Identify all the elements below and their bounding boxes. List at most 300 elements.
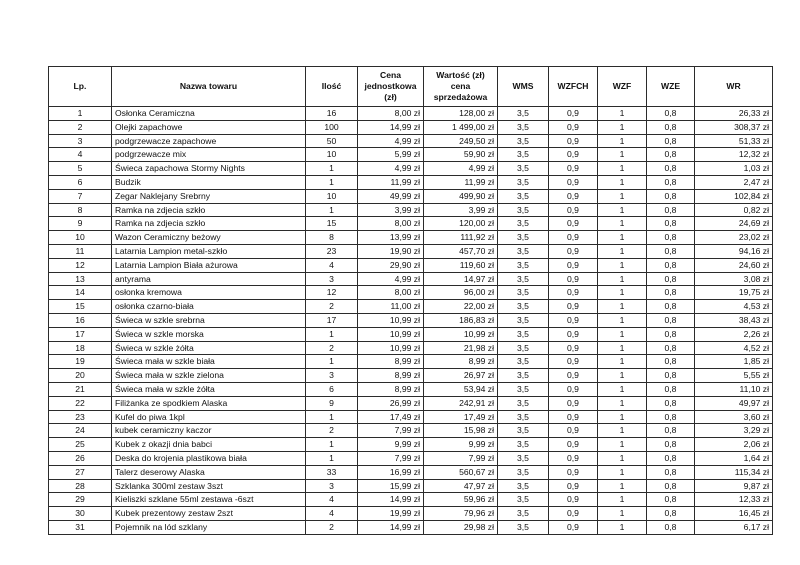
- cell-wms: 3,5: [498, 355, 549, 369]
- cell-unit-price: 4,99 zł: [358, 272, 424, 286]
- cell-wze: 0,8: [647, 382, 695, 396]
- cell-wze: 0,8: [647, 396, 695, 410]
- cell-wms: 3,5: [498, 507, 549, 521]
- cell-unit-price: 14,99 zł: [358, 493, 424, 507]
- cell-wms: 3,5: [498, 493, 549, 507]
- cell-wzf: 1: [598, 451, 647, 465]
- cell-wzfch: 0,9: [549, 175, 598, 189]
- cell-lp: 6: [49, 175, 112, 189]
- cell-wzf: 1: [598, 107, 647, 121]
- table-row: [49, 300, 773, 314]
- cell-unit-price: 16,99 zł: [358, 465, 424, 479]
- cell-wze: 0,8: [647, 300, 695, 314]
- cell-sale-value: 47,97 zł: [424, 479, 498, 493]
- cell-wr: 2,26 zł: [695, 327, 773, 341]
- table-row: [49, 341, 773, 355]
- cell-sale-value: 111,92 zł: [424, 231, 498, 245]
- table-row: [49, 382, 773, 396]
- cell-product-name: Wazon Ceramiczny beżowy: [112, 231, 306, 245]
- cell-wzf: 1: [598, 479, 647, 493]
- cell-wze: 0,8: [647, 272, 695, 286]
- cell-wr: 49,97 zł: [695, 396, 773, 410]
- cell-wr: 308,37 zł: [695, 120, 773, 134]
- table-row: [49, 148, 773, 162]
- cell-wzfch: 0,9: [549, 479, 598, 493]
- table-row: [49, 107, 773, 121]
- cell-lp: 5: [49, 162, 112, 176]
- cell-wms: 3,5: [498, 438, 549, 452]
- cell-lp: 19: [49, 355, 112, 369]
- cell-wzf: 1: [598, 231, 647, 245]
- cell-lp: 29: [49, 493, 112, 507]
- cell-lp: 24: [49, 424, 112, 438]
- cell-wr: 4,52 zł: [695, 341, 773, 355]
- cell-wms: 3,5: [498, 286, 549, 300]
- cell-sale-value: 59,90 zł: [424, 148, 498, 162]
- cell-wzfch: 0,9: [549, 382, 598, 396]
- table-row: [49, 258, 773, 272]
- cell-product-name: Ramka na zdjecia szkło: [112, 217, 306, 231]
- cell-wzf: 1: [598, 189, 647, 203]
- cell-lp: 8: [49, 203, 112, 217]
- cell-wzfch: 0,9: [549, 341, 598, 355]
- cell-unit-price: 8,00 zł: [358, 286, 424, 300]
- cell-wzfch: 0,9: [549, 493, 598, 507]
- cell-sale-value: 249,50 zł: [424, 134, 498, 148]
- cell-product-name: Olejki zapachowe: [112, 120, 306, 134]
- cell-wze: 0,8: [647, 134, 695, 148]
- table-body: [49, 107, 773, 535]
- cell-wzf: 1: [598, 438, 647, 452]
- cell-sale-value: 11,99 zł: [424, 175, 498, 189]
- table-row: [49, 175, 773, 189]
- cell-unit-price: 3,99 zł: [358, 203, 424, 217]
- cell-wr: 5,55 zł: [695, 369, 773, 383]
- cell-wze: 0,8: [647, 175, 695, 189]
- cell-wzfch: 0,9: [549, 189, 598, 203]
- cell-lp: 16: [49, 313, 112, 327]
- cell-quantity: 1: [306, 451, 358, 465]
- cell-wzfch: 0,9: [549, 300, 598, 314]
- cell-product-name: Pojemnik na lód szklany: [112, 520, 306, 534]
- cell-sale-value: 120,00 zł: [424, 217, 498, 231]
- cell-wzfch: 0,9: [549, 107, 598, 121]
- cell-lp: 27: [49, 465, 112, 479]
- cell-wze: 0,8: [647, 162, 695, 176]
- cell-sale-value: 53,94 zł: [424, 382, 498, 396]
- cell-lp: 1: [49, 107, 112, 121]
- cell-unit-price: 8,99 zł: [358, 382, 424, 396]
- table-row: [49, 465, 773, 479]
- cell-wr: 24,69 zł: [695, 217, 773, 231]
- cell-lp: 17: [49, 327, 112, 341]
- cell-quantity: 10: [306, 189, 358, 203]
- cell-wzfch: 0,9: [549, 162, 598, 176]
- header-sale-value: Wartość (zł) cena sprzedażowa: [424, 67, 498, 107]
- cell-wze: 0,8: [647, 479, 695, 493]
- cell-lp: 21: [49, 382, 112, 396]
- cell-product-name: osłonka czarno-biała: [112, 300, 306, 314]
- cell-wr: 12,33 zł: [695, 493, 773, 507]
- cell-sale-value: 17,49 zł: [424, 410, 498, 424]
- cell-sale-value: 457,70 zł: [424, 244, 498, 258]
- cell-wze: 0,8: [647, 355, 695, 369]
- header-wr: WR: [695, 67, 773, 107]
- cell-wze: 0,8: [647, 258, 695, 272]
- cell-product-name: Świeca mała w szkle biała: [112, 355, 306, 369]
- cell-sale-value: 14,97 zł: [424, 272, 498, 286]
- cell-product-name: Deska do krojenia plastikowa biała: [112, 451, 306, 465]
- cell-wms: 3,5: [498, 148, 549, 162]
- cell-wzf: 1: [598, 396, 647, 410]
- cell-product-name: osłonka kremowa: [112, 286, 306, 300]
- table-row: [49, 410, 773, 424]
- cell-lp: 10: [49, 231, 112, 245]
- cell-product-name: Budzik: [112, 175, 306, 189]
- cell-wzfch: 0,9: [549, 244, 598, 258]
- cell-lp: 11: [49, 244, 112, 258]
- cell-quantity: 3: [306, 479, 358, 493]
- cell-sale-value: 186,83 zł: [424, 313, 498, 327]
- cell-wzf: 1: [598, 120, 647, 134]
- cell-wr: 12,32 zł: [695, 148, 773, 162]
- cell-lp: 15: [49, 300, 112, 314]
- cell-wr: 51,33 zł: [695, 134, 773, 148]
- cell-wzf: 1: [598, 465, 647, 479]
- cell-product-name: Świeca zapachowa Stormy Nights: [112, 162, 306, 176]
- cell-wzf: 1: [598, 286, 647, 300]
- table-row: [49, 134, 773, 148]
- cell-unit-price: 26,99 zł: [358, 396, 424, 410]
- cell-product-name: Świeca w szkle srebrna: [112, 313, 306, 327]
- table-row: [49, 313, 773, 327]
- cell-product-name: Kubek prezentowy zestaw 2szt: [112, 507, 306, 521]
- cell-sale-value: 242,91 zł: [424, 396, 498, 410]
- cell-wms: 3,5: [498, 120, 549, 134]
- table-row: [49, 217, 773, 231]
- cell-lp: 2: [49, 120, 112, 134]
- cell-wms: 3,5: [498, 410, 549, 424]
- cell-wzf: 1: [598, 382, 647, 396]
- cell-quantity: 16: [306, 107, 358, 121]
- cell-wms: 3,5: [498, 479, 549, 493]
- cell-unit-price: 29,90 zł: [358, 258, 424, 272]
- cell-product-name: Kieliszki szklane 55ml zestawa -6szt: [112, 493, 306, 507]
- cell-quantity: 2: [306, 300, 358, 314]
- cell-quantity: 1: [306, 203, 358, 217]
- cell-wzfch: 0,9: [549, 231, 598, 245]
- cell-wze: 0,8: [647, 451, 695, 465]
- cell-wze: 0,8: [647, 203, 695, 217]
- table-row: [49, 369, 773, 383]
- cell-wzfch: 0,9: [549, 134, 598, 148]
- cell-wms: 3,5: [498, 369, 549, 383]
- cell-sale-value: 499,90 zł: [424, 189, 498, 203]
- cell-unit-price: 17,49 zł: [358, 410, 424, 424]
- cell-product-name: Talerz deserowy Alaska: [112, 465, 306, 479]
- cell-sale-value: 59,96 zł: [424, 493, 498, 507]
- cell-wze: 0,8: [647, 120, 695, 134]
- cell-sale-value: 96,00 zł: [424, 286, 498, 300]
- cell-wzfch: 0,9: [549, 272, 598, 286]
- cell-unit-price: 13,99 zł: [358, 231, 424, 245]
- cell-wr: 2,47 zł: [695, 175, 773, 189]
- cell-sale-value: 8,99 zł: [424, 355, 498, 369]
- cell-quantity: 1: [306, 327, 358, 341]
- cell-wr: 6,17 zł: [695, 520, 773, 534]
- cell-wzfch: 0,9: [549, 438, 598, 452]
- cell-lp: 22: [49, 396, 112, 410]
- cell-wzf: 1: [598, 244, 647, 258]
- cell-wze: 0,8: [647, 327, 695, 341]
- cell-wzfch: 0,9: [549, 410, 598, 424]
- cell-lp: 20: [49, 369, 112, 383]
- cell-wzf: 1: [598, 148, 647, 162]
- cell-quantity: 2: [306, 424, 358, 438]
- cell-product-name: Świeca mała w szkle żółta: [112, 382, 306, 396]
- cell-wr: 11,10 zł: [695, 382, 773, 396]
- cell-wms: 3,5: [498, 217, 549, 231]
- cell-quantity: 10: [306, 148, 358, 162]
- cell-wzf: 1: [598, 507, 647, 521]
- cell-wzf: 1: [598, 341, 647, 355]
- cell-sale-value: 22,00 zł: [424, 300, 498, 314]
- cell-wze: 0,8: [647, 424, 695, 438]
- cell-unit-price: 8,99 zł: [358, 369, 424, 383]
- table-row: [49, 424, 773, 438]
- cell-unit-price: 19,90 zł: [358, 244, 424, 258]
- cell-quantity: 4: [306, 258, 358, 272]
- table-row: [49, 203, 773, 217]
- cell-wze: 0,8: [647, 189, 695, 203]
- cell-quantity: 8: [306, 231, 358, 245]
- cell-lp: 7: [49, 189, 112, 203]
- cell-wzfch: 0,9: [549, 203, 598, 217]
- cell-sale-value: 26,97 zł: [424, 369, 498, 383]
- cell-wze: 0,8: [647, 107, 695, 121]
- cell-sale-value: 29,98 zł: [424, 520, 498, 534]
- cell-unit-price: 19,99 zł: [358, 507, 424, 521]
- cell-wms: 3,5: [498, 175, 549, 189]
- cell-sale-value: 4,99 zł: [424, 162, 498, 176]
- cell-lp: 26: [49, 451, 112, 465]
- cell-unit-price: 15,99 zł: [358, 479, 424, 493]
- cell-wms: 3,5: [498, 327, 549, 341]
- cell-unit-price: 14,99 zł: [358, 520, 424, 534]
- cell-lp: 13: [49, 272, 112, 286]
- cell-unit-price: 8,00 zł: [358, 217, 424, 231]
- cell-quantity: 9: [306, 396, 358, 410]
- cell-wms: 3,5: [498, 189, 549, 203]
- cell-wr: 115,34 zł: [695, 465, 773, 479]
- inventory-table: [48, 66, 773, 535]
- cell-lp: 18: [49, 341, 112, 355]
- cell-wzfch: 0,9: [549, 286, 598, 300]
- cell-wzf: 1: [598, 300, 647, 314]
- cell-wms: 3,5: [498, 134, 549, 148]
- table-row: [49, 120, 773, 134]
- cell-quantity: 1: [306, 162, 358, 176]
- cell-quantity: 1: [306, 410, 358, 424]
- cell-wzfch: 0,9: [549, 396, 598, 410]
- cell-wr: 1,64 zł: [695, 451, 773, 465]
- cell-sale-value: 3,99 zł: [424, 203, 498, 217]
- header-wzf: WZF: [598, 67, 647, 107]
- cell-lp: 9: [49, 217, 112, 231]
- cell-unit-price: 9,99 zł: [358, 438, 424, 452]
- cell-wms: 3,5: [498, 520, 549, 534]
- header-product-name: Nazwa towaru: [112, 67, 306, 107]
- cell-lp: 23: [49, 410, 112, 424]
- cell-wzf: 1: [598, 313, 647, 327]
- header-wms: WMS: [498, 67, 549, 107]
- cell-wr: 94,16 zł: [695, 244, 773, 258]
- cell-product-name: Filiżanka ze spodkiem Alaska: [112, 396, 306, 410]
- cell-unit-price: 11,00 zł: [358, 300, 424, 314]
- table-row: [49, 520, 773, 534]
- cell-quantity: 6: [306, 382, 358, 396]
- cell-sale-value: 21,98 zł: [424, 341, 498, 355]
- cell-wms: 3,5: [498, 313, 549, 327]
- cell-sale-value: 15,98 zł: [424, 424, 498, 438]
- cell-wze: 0,8: [647, 438, 695, 452]
- cell-quantity: 15: [306, 217, 358, 231]
- cell-wzf: 1: [598, 410, 647, 424]
- cell-wzfch: 0,9: [549, 369, 598, 383]
- cell-product-name: Latarnia Lampion Biała ażurowa: [112, 258, 306, 272]
- cell-product-name: podgrzewacze zapachowe: [112, 134, 306, 148]
- cell-wr: 102,84 zł: [695, 189, 773, 203]
- cell-quantity: 12: [306, 286, 358, 300]
- cell-wr: 19,75 zł: [695, 286, 773, 300]
- table-row: [49, 396, 773, 410]
- cell-product-name: podgrzewacze mix: [112, 148, 306, 162]
- table-row: [49, 189, 773, 203]
- cell-product-name: Zegar Naklejany Srebrny: [112, 189, 306, 203]
- cell-wms: 3,5: [498, 258, 549, 272]
- cell-wr: 0,82 zł: [695, 203, 773, 217]
- cell-wze: 0,8: [647, 493, 695, 507]
- table-row: [49, 355, 773, 369]
- table-row: [49, 479, 773, 493]
- cell-wr: 3,60 zł: [695, 410, 773, 424]
- cell-product-name: Szklanka 300ml zestaw 3szt: [112, 479, 306, 493]
- cell-quantity: 23: [306, 244, 358, 258]
- cell-unit-price: 10,99 zł: [358, 313, 424, 327]
- cell-wr: 16,45 zł: [695, 507, 773, 521]
- cell-wzf: 1: [598, 272, 647, 286]
- cell-wze: 0,8: [647, 286, 695, 300]
- cell-product-name: Latarnia Lampion metal-szkło: [112, 244, 306, 258]
- cell-wze: 0,8: [647, 217, 695, 231]
- cell-unit-price: 8,99 zł: [358, 355, 424, 369]
- cell-wms: 3,5: [498, 341, 549, 355]
- cell-product-name: Świeca w szkle żółta: [112, 341, 306, 355]
- cell-wzfch: 0,9: [549, 120, 598, 134]
- cell-lp: 28: [49, 479, 112, 493]
- cell-wze: 0,8: [647, 341, 695, 355]
- cell-wms: 3,5: [498, 272, 549, 286]
- table-row: [49, 162, 773, 176]
- cell-wr: 24,60 zł: [695, 258, 773, 272]
- cell-wr: 3,29 zł: [695, 424, 773, 438]
- cell-wr: 3,08 zł: [695, 272, 773, 286]
- cell-wr: 2,06 zł: [695, 438, 773, 452]
- cell-wms: 3,5: [498, 396, 549, 410]
- cell-unit-price: 5,99 zł: [358, 148, 424, 162]
- cell-product-name: Ramka na zdjecia szkło: [112, 203, 306, 217]
- cell-product-name: Świeca w szkle morska: [112, 327, 306, 341]
- cell-product-name: Świeca mała w szkle zielona: [112, 369, 306, 383]
- cell-quantity: 2: [306, 520, 358, 534]
- cell-sale-value: 1 499,00 zł: [424, 120, 498, 134]
- cell-wzfch: 0,9: [549, 424, 598, 438]
- cell-wze: 0,8: [647, 313, 695, 327]
- cell-wzfch: 0,9: [549, 507, 598, 521]
- cell-wr: 9,87 zł: [695, 479, 773, 493]
- cell-wms: 3,5: [498, 244, 549, 258]
- cell-wms: 3,5: [498, 107, 549, 121]
- table-row: [49, 438, 773, 452]
- cell-wzf: 1: [598, 162, 647, 176]
- cell-wms: 3,5: [498, 424, 549, 438]
- cell-wzfch: 0,9: [549, 327, 598, 341]
- cell-unit-price: 7,99 zł: [358, 451, 424, 465]
- cell-quantity: 4: [306, 493, 358, 507]
- header-quantity: Ilość: [306, 67, 358, 107]
- cell-wzf: 1: [598, 369, 647, 383]
- cell-wms: 3,5: [498, 465, 549, 479]
- header-wzfch: WZFCH: [549, 67, 598, 107]
- table-row: [49, 244, 773, 258]
- cell-wze: 0,8: [647, 520, 695, 534]
- cell-unit-price: 4,99 zł: [358, 134, 424, 148]
- table-row: [49, 231, 773, 245]
- cell-sale-value: 560,67 zł: [424, 465, 498, 479]
- table-row: [49, 272, 773, 286]
- cell-wzf: 1: [598, 175, 647, 189]
- table-row: [49, 327, 773, 341]
- cell-wzf: 1: [598, 327, 647, 341]
- cell-quantity: 1: [306, 175, 358, 189]
- cell-product-name: antyrama: [112, 272, 306, 286]
- header-wze: WZE: [647, 67, 695, 107]
- cell-wr: 4,53 zł: [695, 300, 773, 314]
- cell-wze: 0,8: [647, 148, 695, 162]
- header-unit-price: Cena jednostkowa (zł): [358, 67, 424, 107]
- cell-unit-price: 14,99 zł: [358, 120, 424, 134]
- cell-quantity: 50: [306, 134, 358, 148]
- cell-wzf: 1: [598, 203, 647, 217]
- cell-lp: 14: [49, 286, 112, 300]
- cell-wr: 1,03 zł: [695, 162, 773, 176]
- cell-wzfch: 0,9: [549, 313, 598, 327]
- cell-sale-value: 7,99 zł: [424, 451, 498, 465]
- cell-wr: 26,33 zł: [695, 107, 773, 121]
- cell-lp: 25: [49, 438, 112, 452]
- cell-wzfch: 0,9: [549, 148, 598, 162]
- cell-unit-price: 49,99 zł: [358, 189, 424, 203]
- cell-wr: 23,02 zł: [695, 231, 773, 245]
- cell-quantity: 3: [306, 369, 358, 383]
- cell-unit-price: 8,00 zł: [358, 107, 424, 121]
- cell-lp: 4: [49, 148, 112, 162]
- header-lp: Lp.: [49, 67, 112, 107]
- cell-wze: 0,8: [647, 465, 695, 479]
- cell-wms: 3,5: [498, 300, 549, 314]
- cell-wzfch: 0,9: [549, 355, 598, 369]
- cell-quantity: 2: [306, 341, 358, 355]
